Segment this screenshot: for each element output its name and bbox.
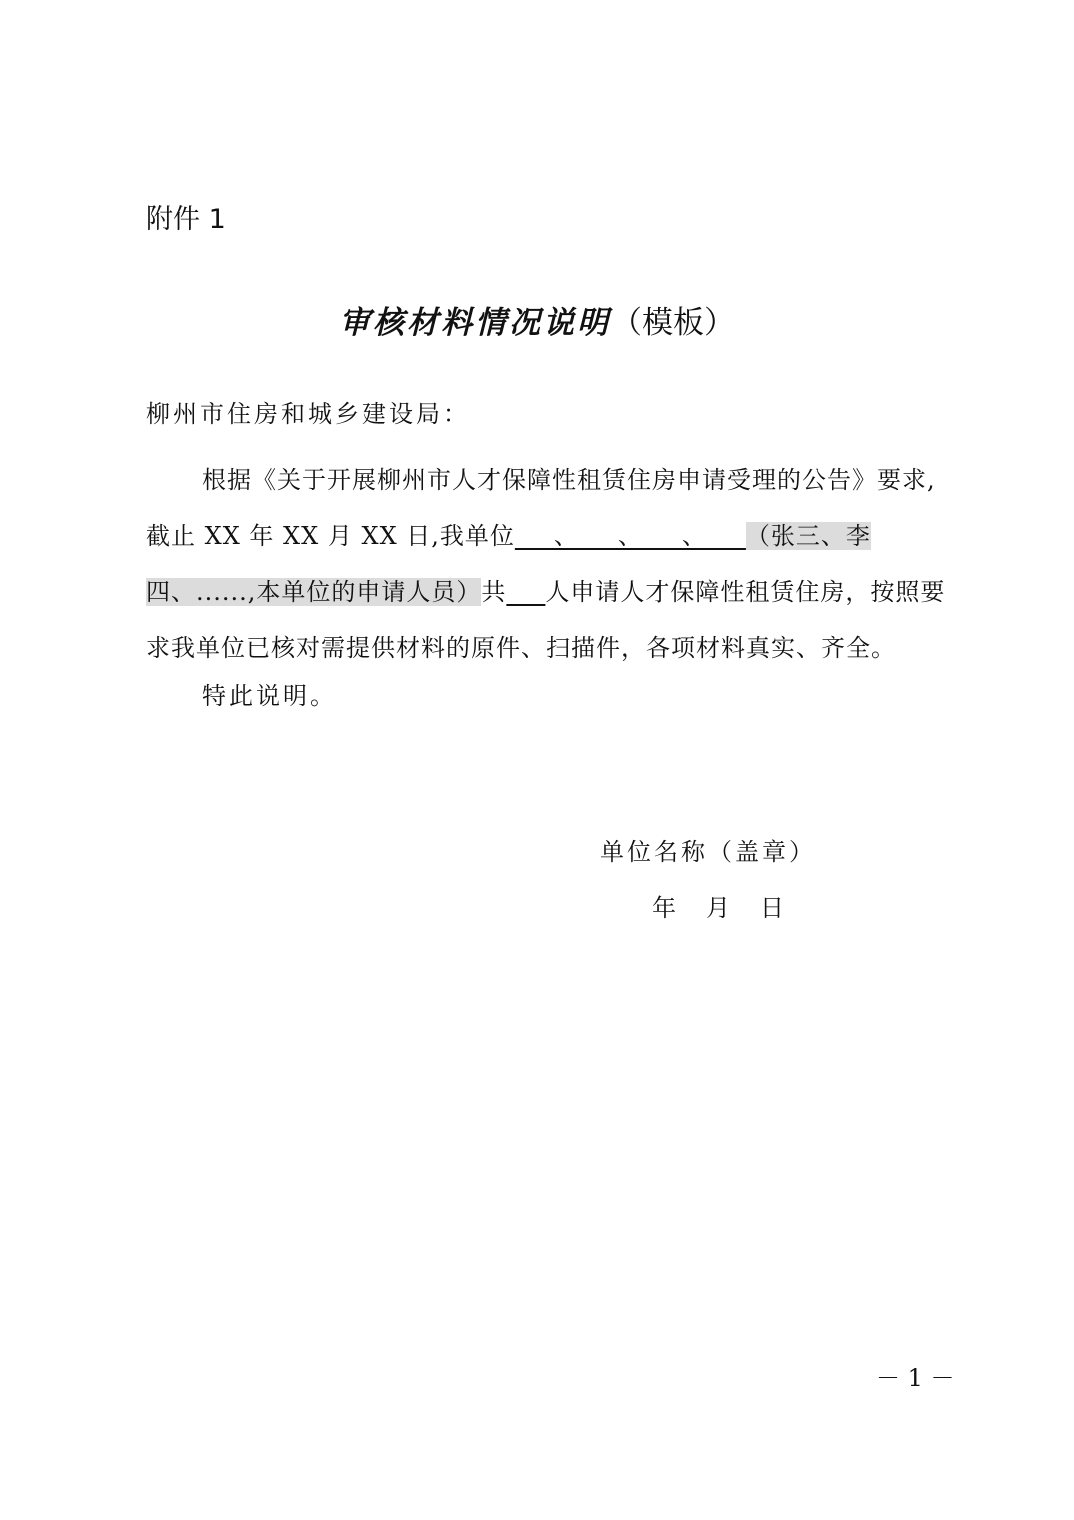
addressee: 柳州市住房和城乡建设局： [146,400,470,428]
page-number: － 1 － [876,1364,955,1392]
body-text-intro: 根据《关于开展柳州市人才保障性租赁住房申请受理的公告》要求, 截止 XX 年 XX 月 XX 日,我单位 [146,466,936,550]
date-year: 年 [652,894,676,922]
name-blanks: ___、___、___、___ [514,522,746,550]
date-month: 月 [706,894,730,922]
closing-statement: 特此说明。 [202,682,337,710]
body-paragraph [146,452,946,676]
date-day: 日 [760,894,784,922]
body-text-conclusion: 人申请人才保障性租赁住房，按照要求我单位已核对需提供材料的原件、扫描件，各项材料真实、齐全。 [146,578,946,662]
attachment-label: 附件 1 [146,204,226,235]
title-suffix: （模板） [611,305,735,341]
document-title [0,300,1074,346]
title-main: 审核材料情况说明 [339,305,611,341]
count-blank: ___ [506,578,546,606]
count-prefix: 共 [481,578,507,606]
signature-unit-name: 单位名称（盖章） [600,838,816,866]
signature-date [652,888,784,928]
highlighted-example: （张三、李四、......,本单位的申请人员） [146,522,871,606]
